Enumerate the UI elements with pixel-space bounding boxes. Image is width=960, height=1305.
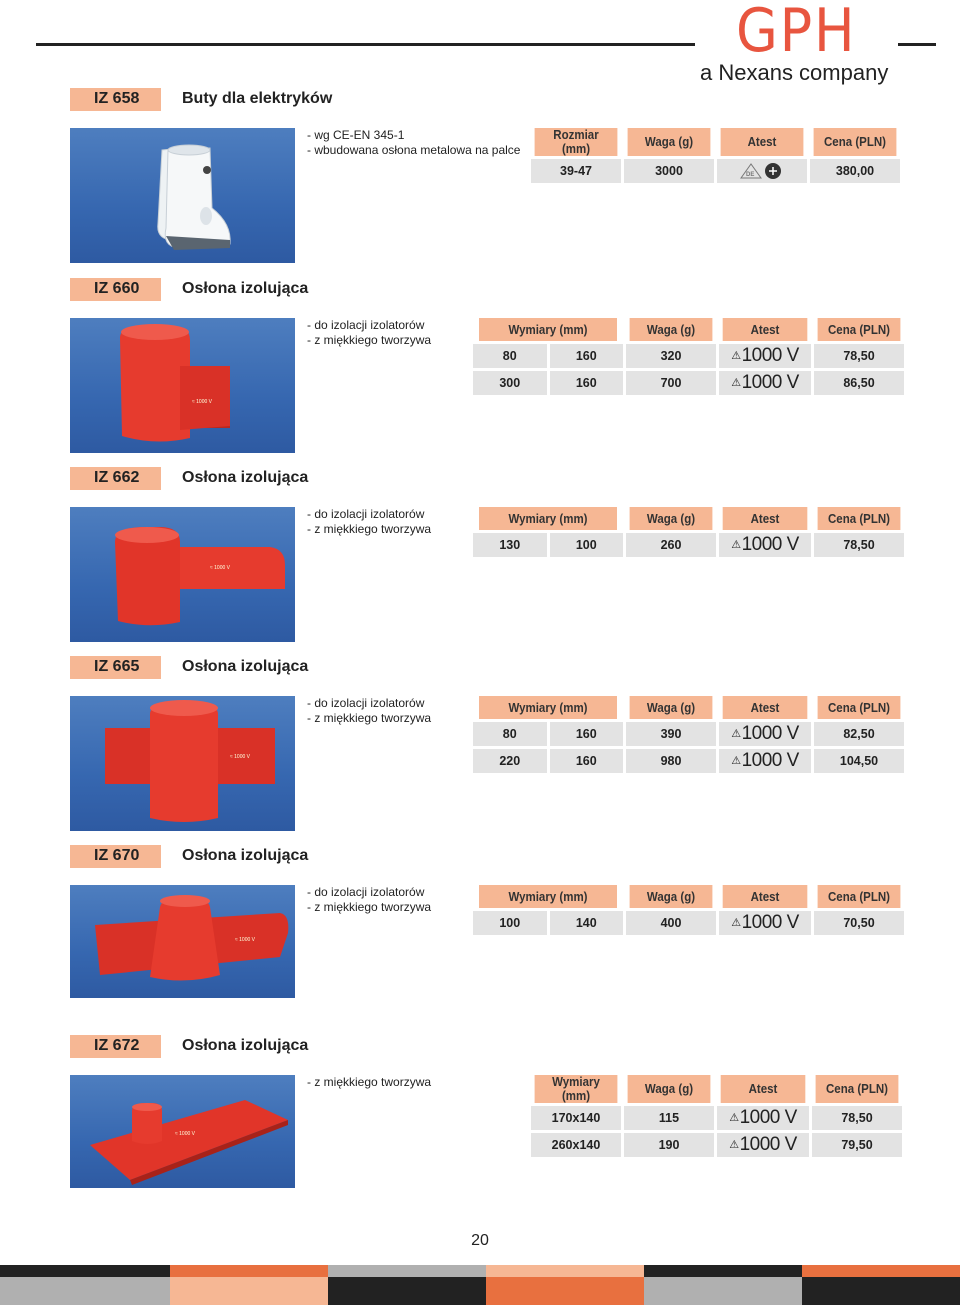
product-description <box>307 318 431 348</box>
table-cell: 700 <box>626 371 716 395</box>
table-row <box>473 533 904 557</box>
col-header: Waga (g) <box>628 128 711 156</box>
col-header: Wymiary (mm) <box>535 1075 618 1103</box>
table-cell: 80 <box>473 722 547 746</box>
col-header: Atest <box>721 1075 806 1103</box>
spec-table <box>528 1072 905 1160</box>
col-header: Atest <box>721 128 804 156</box>
table-cell: 130 <box>473 533 547 557</box>
product-title: Osłona izolująca <box>182 280 309 297</box>
atest-cell <box>717 159 807 183</box>
table-cell: 78,50 <box>814 344 904 368</box>
product-photo <box>70 128 295 263</box>
col-header: Wymiary (mm) <box>479 318 617 341</box>
voltage-label: 1000 V <box>741 372 799 393</box>
atest-cell <box>719 533 811 557</box>
product-description <box>307 885 431 915</box>
desc-line: - do izolacji izolatorów <box>307 318 425 332</box>
voltage-label: 1000 V <box>739 1134 797 1155</box>
col-header: Cena (PLN) <box>818 885 901 908</box>
desc-line: - z miękkiego tworzywa <box>307 522 432 536</box>
product-title: Osłona izolująca <box>182 658 309 675</box>
table-row <box>473 722 904 746</box>
brand-logo-mark: GPH <box>736 0 857 66</box>
warning-triangle-icon: ⚠ <box>731 728 741 740</box>
table-cell: 39-47 <box>531 159 621 183</box>
spec-table <box>470 882 907 938</box>
table-cell: 104,50 <box>814 749 904 773</box>
spec-table <box>470 315 907 398</box>
col-header: Rozmiar (mm) <box>535 128 618 156</box>
table-cell: 70,50 <box>814 911 904 935</box>
voltage-label: 1000 V <box>739 1107 797 1128</box>
svg-text:≈ 1000 V: ≈ 1000 V <box>175 1131 195 1137</box>
warning-triangle-icon: ⚠ <box>731 539 741 551</box>
col-header: Atest <box>723 696 808 719</box>
col-header: Cena (PLN) <box>818 318 901 341</box>
table-cell: 78,50 <box>814 533 904 557</box>
table-cell: 80 <box>473 344 547 368</box>
brand-logo <box>700 0 890 90</box>
table-cell: 160 <box>550 344 624 368</box>
table-cell: 115 <box>624 1106 714 1130</box>
svg-text:≈ 1000 V: ≈ 1000 V <box>230 754 250 760</box>
table-cell: 78,50 <box>812 1106 902 1130</box>
col-header: Cena (PLN) <box>818 696 901 719</box>
table-cell: 100 <box>550 533 624 557</box>
table-cell: 170x140 <box>531 1106 621 1130</box>
col-header: Cena (PLN) <box>816 1075 899 1103</box>
cover-image <box>70 507 295 642</box>
table-cell: 100 <box>473 911 547 935</box>
desc-line: - do izolacji izolatorów <box>307 507 425 521</box>
voltage-label: 1000 V <box>741 534 799 555</box>
warning-triangle-icon: ⚠ <box>731 755 741 767</box>
page-number: 20 <box>471 1232 489 1249</box>
col-header: Wymiary (mm) <box>479 696 617 719</box>
product-description <box>307 1075 431 1090</box>
product-photo <box>70 507 295 642</box>
desc-line: - do izolacji izolatorów <box>307 885 425 899</box>
col-header: Atest <box>723 318 808 341</box>
product-title: Osłona izolująca <box>182 847 309 864</box>
table-cell: 400 <box>626 911 716 935</box>
warning-triangle-icon: ⚠ <box>731 350 741 362</box>
atest-cell <box>719 344 811 368</box>
brand-tagline: a Nexans company <box>700 60 889 85</box>
product-code: IZ 665 <box>70 656 161 679</box>
voltage-label: 1000 V <box>741 723 799 744</box>
col-header: Wymiary (mm) <box>479 885 617 908</box>
table-cell: 260x140 <box>531 1133 621 1157</box>
voltage-label: 1000 V <box>741 345 799 366</box>
product-photo <box>70 318 295 453</box>
svg-text:≈ 1000 V: ≈ 1000 V <box>210 565 230 571</box>
product-title: Osłona izolująca <box>182 1037 309 1054</box>
table-row <box>473 911 904 935</box>
product-description <box>307 507 431 537</box>
footer-bar-segment <box>644 1265 802 1277</box>
voltage-label: 1000 V <box>741 912 799 933</box>
footer-bar-segment <box>802 1265 960 1277</box>
spec-table <box>528 125 903 186</box>
cover-image <box>70 696 295 831</box>
col-header: Waga (g) <box>630 885 713 908</box>
voltage-label: 1000 V <box>741 750 799 771</box>
desc-line: - wg CE-EN 345-1 <box>307 128 405 142</box>
svg-text:≈ 1000 V: ≈ 1000 V <box>235 937 255 943</box>
col-header: Waga (g) <box>628 1075 711 1103</box>
col-header: Cena (PLN) <box>818 507 901 530</box>
table-row <box>473 344 904 368</box>
footer-bar-segment <box>328 1265 486 1277</box>
product-title: Buty dla elektryków <box>182 90 333 107</box>
warning-triangle-icon: ⚠ <box>729 1112 739 1124</box>
table-cell: 160 <box>550 722 624 746</box>
footer-bar-segment <box>802 1277 960 1305</box>
product-title: Osłona izolująca <box>182 469 309 486</box>
table-cell: 260 <box>626 533 716 557</box>
footer-bar-segment <box>486 1265 644 1277</box>
col-header: Waga (g) <box>630 318 713 341</box>
footer-bar-segment <box>328 1277 486 1305</box>
boots-image <box>70 128 295 263</box>
table-cell: 980 <box>626 749 716 773</box>
table-cell: 79,50 <box>812 1133 902 1157</box>
cover-image <box>70 318 295 453</box>
atest-cell <box>719 911 811 935</box>
warning-triangle-icon: ⚠ <box>731 917 741 929</box>
atest-cell <box>719 722 811 746</box>
product-code: IZ 672 <box>70 1035 161 1058</box>
col-header: Wymiary (mm) <box>479 507 617 530</box>
product-description <box>307 696 431 726</box>
cover-image <box>70 1075 295 1188</box>
col-header: Cena (PLN) <box>814 128 897 156</box>
header-rule-left <box>36 43 695 46</box>
desc-line: - wbudowana osłona metalowa na palce <box>307 143 521 157</box>
table-cell: 140 <box>550 911 624 935</box>
table-cell: 220 <box>473 749 547 773</box>
svg-text:≈ 1000 V: ≈ 1000 V <box>192 399 212 405</box>
footer-bar-segment <box>170 1265 328 1277</box>
atest-cell <box>719 749 811 773</box>
warning-triangle-icon: ⚠ <box>729 1139 739 1151</box>
desc-line: - z miękkiego tworzywa <box>307 900 432 914</box>
table-row <box>531 159 900 183</box>
product-photo <box>70 1075 295 1188</box>
desc-line: - z miękkiego tworzywa <box>307 711 432 725</box>
col-header: Atest <box>723 885 808 908</box>
svg-text:DE: DE <box>746 172 755 178</box>
product-photo <box>70 885 295 998</box>
table-cell: 320 <box>626 344 716 368</box>
footer-bar-segment <box>486 1277 644 1305</box>
table-cell: 190 <box>624 1133 714 1157</box>
spec-table <box>470 693 907 776</box>
atest-cell <box>719 371 811 395</box>
table-row <box>531 1106 902 1130</box>
desc-line: - do izolacji izolatorów <box>307 696 425 710</box>
table-cell: 86,50 <box>814 371 904 395</box>
col-header: Waga (g) <box>630 507 713 530</box>
footer-bar-segment <box>644 1277 802 1305</box>
table-cell: 300 <box>473 371 547 395</box>
product-description <box>307 128 520 158</box>
certification-icon <box>739 162 785 180</box>
cover-image <box>70 885 295 998</box>
product-code: IZ 670 <box>70 845 161 868</box>
footer-bar-segment <box>0 1265 170 1277</box>
table-row <box>473 371 904 395</box>
desc-line: - z miękkiego tworzywa <box>307 1075 432 1089</box>
product-code: IZ 660 <box>70 278 161 301</box>
product-photo <box>70 696 295 831</box>
table-cell: 390 <box>626 722 716 746</box>
table-cell: 160 <box>550 749 624 773</box>
table-cell: 3000 <box>624 159 714 183</box>
warning-triangle-icon: ⚠ <box>731 377 741 389</box>
product-code: IZ 658 <box>70 88 161 111</box>
spec-table <box>470 504 907 560</box>
atest-cell <box>717 1106 809 1130</box>
table-row <box>473 749 904 773</box>
table-row <box>531 1133 902 1157</box>
product-code: IZ 662 <box>70 467 161 490</box>
table-cell: 380,00 <box>810 159 900 183</box>
col-header: Atest <box>723 507 808 530</box>
atest-cell <box>717 1133 809 1157</box>
table-cell: 160 <box>550 371 624 395</box>
desc-line: - z miękkiego tworzywa <box>307 333 432 347</box>
header-rule-right <box>898 43 936 46</box>
footer-bar-segment <box>170 1277 328 1305</box>
footer-bar-segment <box>0 1277 170 1305</box>
col-header: Waga (g) <box>630 696 713 719</box>
table-cell: 82,50 <box>814 722 904 746</box>
